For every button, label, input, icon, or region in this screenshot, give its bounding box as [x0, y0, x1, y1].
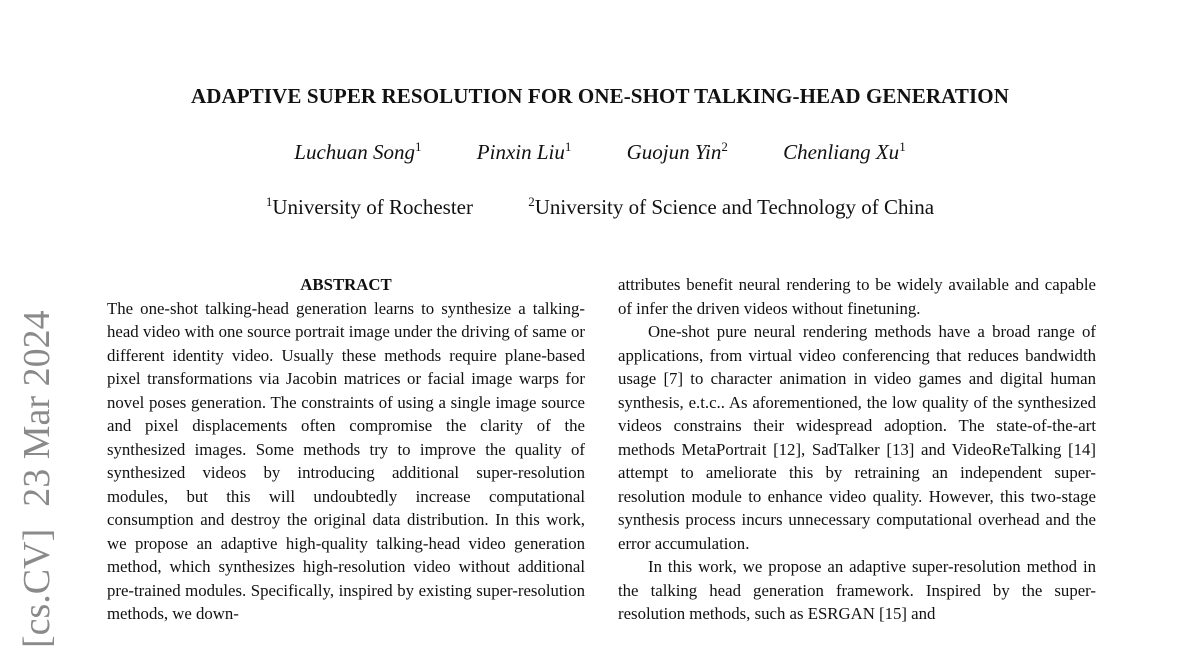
author-name: Guojun Yin — [626, 140, 722, 164]
author-4 — [783, 140, 906, 165]
author-name: Pinxin Liu — [476, 140, 565, 164]
body-paragraph-3: In this work, we propose an adaptive super-resolution method in the talking head generation framework. Inspired by the super-resolution methods, such as ESRGAN [15] and — [618, 557, 1096, 623]
affiliation-marker: 1 — [265, 194, 273, 209]
right-column — [618, 273, 1096, 626]
author-2 — [477, 140, 572, 165]
left-column — [107, 273, 585, 626]
author-name: Luchuan Song — [294, 140, 416, 164]
body-paragraph-2: One-shot pure neural rendering methods have a broad range of applications, from virtual video conferencing that reduces bandwidth usage [7] to character animation in video games and digital human synthesis, e.t.c.. As aforementioned, the low quality of the synthesized videos constrains their widespread adoption. The state-of-the-art methods MetaPortrait [12], SadTalker [13] and VideoReTalking [14] attempt to ameliorate this by retraining an independent super-resolution module to enhance video quality. However, this two-stage synthesis process incurs unnecessary computational overhead and the error accumulation. — [618, 322, 1096, 553]
affiliation-2 — [528, 195, 934, 220]
affiliation-1 — [266, 195, 473, 220]
author-list — [0, 140, 1200, 165]
arxiv-stamp — [18, 310, 56, 648]
arxiv-category: [cs.CV] — [16, 528, 58, 648]
paper-title: ADAPTIVE SUPER RESOLUTION FOR ONE-SHOT TALKING-HEAD GENERATION — [191, 84, 1009, 108]
body-paragraph-1: attributes benefit neural rendering to be widely available and capable of infer the driven videos without finetuning. — [618, 275, 1096, 318]
affiliation-marker: 1 — [899, 139, 906, 154]
affiliation-name: University of Rochester — [272, 195, 473, 219]
abstract-text: The one-shot talking-head generation learns to synthesize a talking-head video with one source portrait image under the driving of same or different identity video. Usually these methods require plane-based pixel transformations via Jacobin matrices or facial image warps for novel poses generation. The constraints of using a single image source and pixel displacements often compromise the clarity of the synthesized images. Some methods try to improve the quality of synthesized videos by introducing additional super-resolution modules, but this will undoubtedly increase computational consumption and destroy the original data distribution. In this work, we propose an adaptive high-quality talking-head video generation method, which synthesizes high-resolution video without additional pre-trained modules. Specifically, inspired by existing super-resolution methods, we down- — [107, 298, 585, 623]
affiliation-name: University of Science and Technology of China — [534, 195, 935, 219]
affiliation-marker: 1 — [564, 139, 572, 154]
author-3 — [627, 140, 728, 165]
author-1 — [294, 140, 421, 165]
affiliation-list — [0, 195, 1200, 220]
arxiv-date: 23 Mar 2024 — [16, 310, 58, 507]
affiliation-marker: 2 — [528, 194, 535, 209]
affiliation-marker: 1 — [415, 139, 422, 154]
abstract-heading: ABSTRACT — [300, 275, 392, 294]
author-name: Chenliang Xu — [783, 140, 900, 164]
affiliation-marker: 2 — [721, 139, 728, 154]
